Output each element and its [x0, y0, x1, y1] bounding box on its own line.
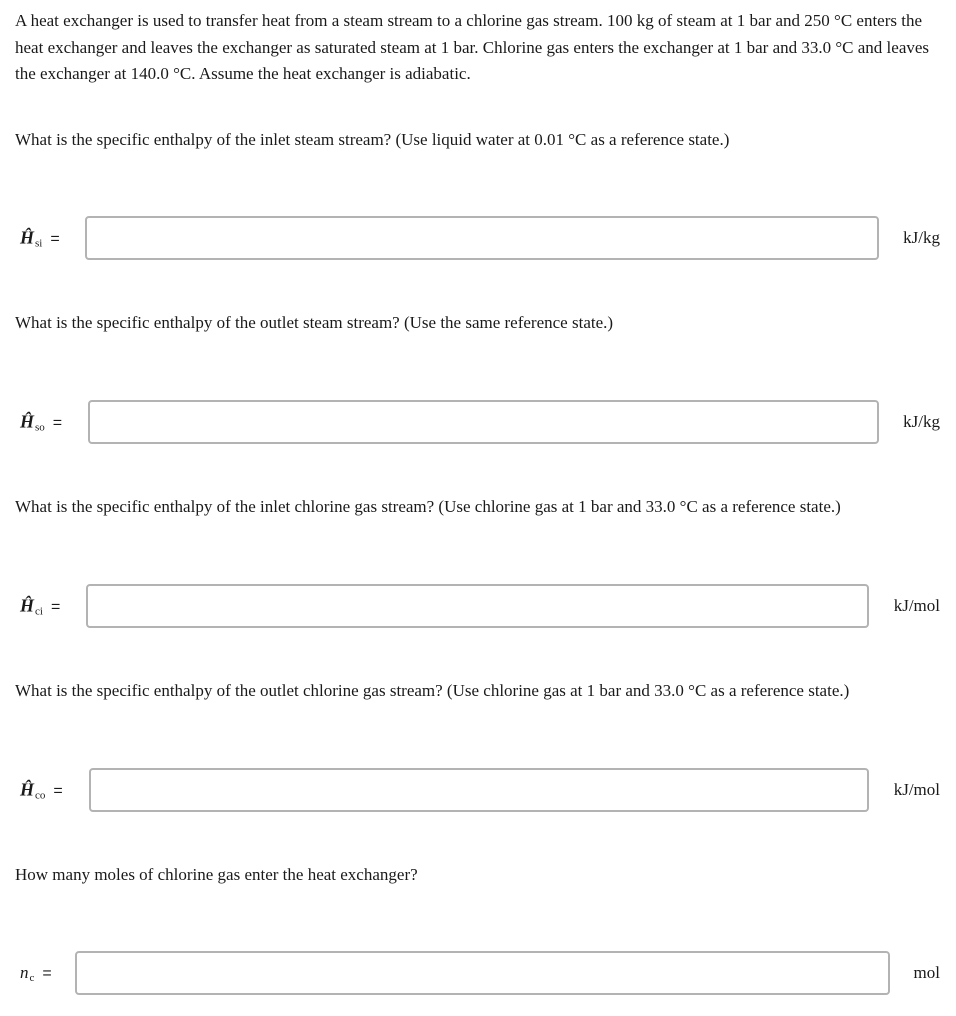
equals-sign: =: [53, 782, 63, 800]
answer-row-n-c: [0, 951, 956, 995]
variable-label-h-co: [20, 780, 63, 801]
question-chlorine-moles: How many moles of chlorine gas enter the heat exchanger?: [15, 865, 418, 884]
unit-label-h-co: kJ/mol: [893, 780, 940, 799]
enthalpy-symbol: Ĥ: [20, 779, 35, 800]
answer-input-h-ci[interactable]: [86, 584, 869, 628]
question-outlet-chlorine-enthalpy: What is the specific enthalpy of the outlet chlorine gas stream? (Use chlorine gas at 1 bar and 33.0 °C as a reference state.): [15, 681, 850, 700]
problem-statement: A heat exchanger is used to transfer heat from a steam stream to a chlorine gas stream. 100 kg of steam at 1 bar and 250 °C enters the heat exchanger and leaves the exchanger as saturated steam at 1 bar. Chlorine gas enters the exchanger at 1 bar and 33.0 °C and leaves the exchanger at 140.0 °C. Assume the heat exchanger is adiabatic.: [15, 11, 930, 83]
enthalpy-symbol: Ĥ: [20, 595, 35, 616]
question-inlet-chlorine-enthalpy: What is the specific enthalpy of the inlet chlorine gas stream? (Use chlorine gas at 1 bar and 33.0 °C as a reference state.): [15, 497, 841, 516]
question-inlet-steam-enthalpy: What is the specific enthalpy of the inlet steam stream? (Use liquid water at 0.01 °C as a reference state.): [15, 130, 730, 149]
variable-subscript: si: [35, 237, 43, 250]
answer-input-h-co[interactable]: [89, 768, 869, 812]
question-outlet-steam-enthalpy: What is the specific enthalpy of the outlet steam stream? (Use the same reference state.): [15, 313, 614, 332]
moles-symbol: n: [20, 963, 29, 982]
variable-subscript: c: [29, 972, 35, 984]
answer-input-h-si[interactable]: [85, 216, 879, 260]
answer-row-h-ci: [0, 584, 956, 628]
answer-row-h-so: [0, 400, 956, 444]
variable-label-h-si: [20, 228, 60, 249]
variable-label-h-so: [20, 412, 62, 433]
enthalpy-symbol: Ĥ: [20, 411, 35, 432]
answer-input-h-so[interactable]: [88, 400, 879, 444]
answer-input-n-c[interactable]: [75, 951, 890, 995]
unit-label-h-si: kJ/kg: [903, 228, 940, 247]
unit-label-n-c: mol: [913, 963, 940, 982]
variable-subscript: so: [35, 421, 45, 434]
variable-subscript: ci: [35, 605, 43, 618]
equals-sign: =: [42, 965, 52, 982]
equals-sign: =: [50, 230, 60, 248]
answer-row-h-si: [0, 216, 956, 260]
equals-sign: =: [52, 414, 63, 432]
variable-subscript: co: [35, 789, 46, 802]
unit-label-h-so: kJ/kg: [903, 412, 940, 431]
equals-sign: =: [50, 598, 61, 616]
variable-label-n-c: [20, 963, 52, 983]
variable-label-h-ci: [20, 596, 60, 617]
unit-label-h-ci: kJ/mol: [893, 596, 940, 615]
answer-row-h-co: [0, 768, 956, 812]
enthalpy-symbol: Ĥ: [20, 227, 35, 248]
